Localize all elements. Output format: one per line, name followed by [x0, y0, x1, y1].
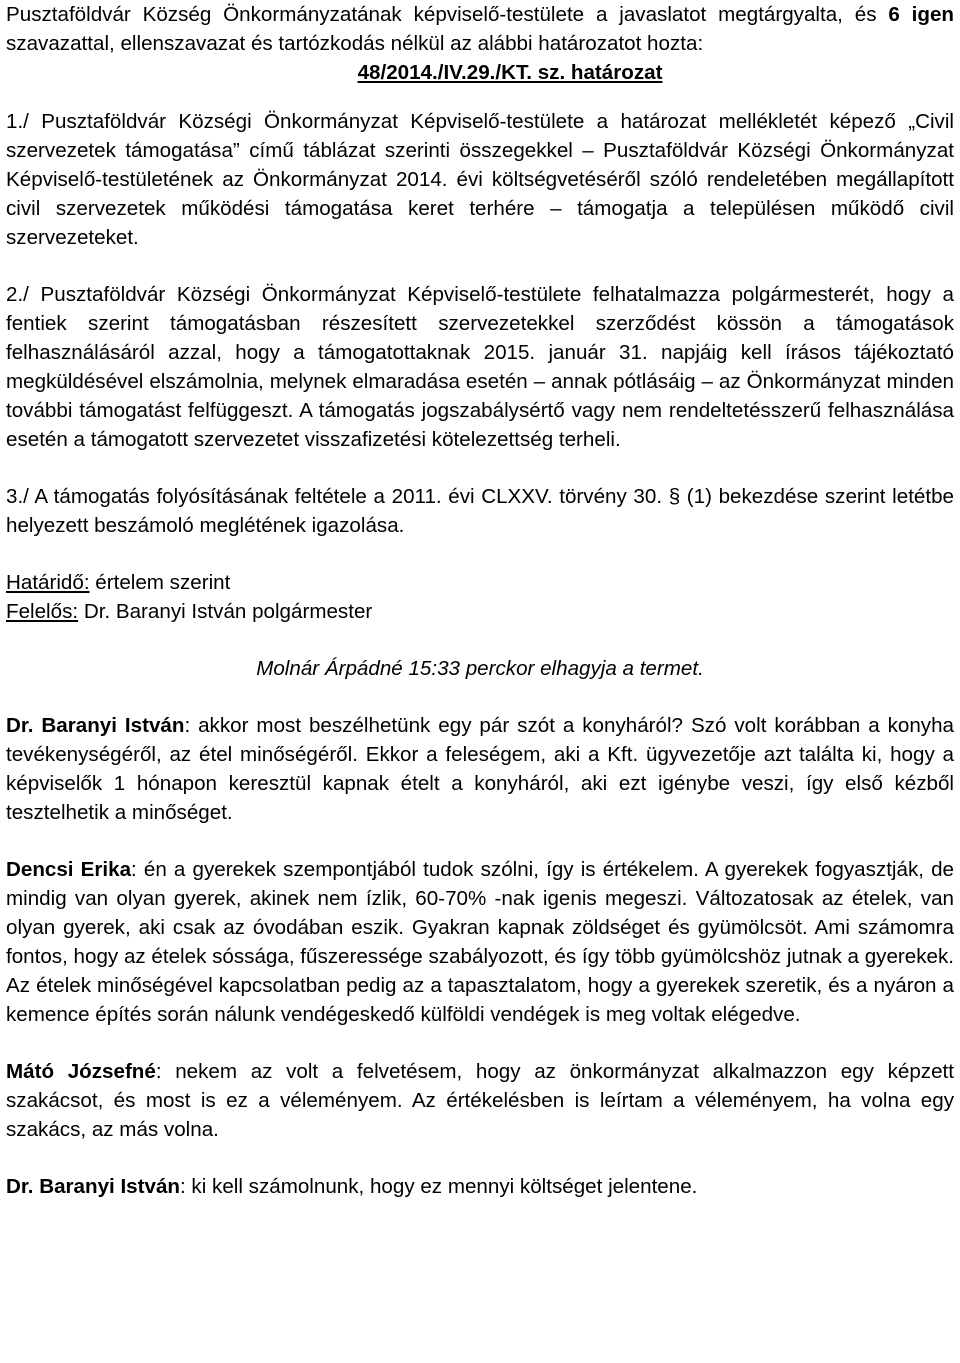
- departure-note: Molnár Árpádné 15:33 perckor elhagyja a termet.: [256, 657, 704, 680]
- resolution-number: 48/2014./IV.29./KT. sz. határozat: [357, 61, 663, 84]
- statement-speaker: Dencsi Erika: [6, 858, 132, 881]
- responsible-line: [6, 597, 954, 626]
- deadline-line: [6, 568, 954, 597]
- intro-text-post: szavazattal, ellenszavazat és tartózkodás nélkül az alábbi határozatot hozta:: [6, 32, 704, 55]
- resolution-point-1: 1./ Pusztaföldvár Községi Önkormányzat Képviselő-testülete a határozat mellékletét képező „Civil szervezetek támogatása” című táblázat szerinti összegekkel – Pusztaföldvár Községi Önkormányzat Képviselő-testületének az Önkormányzat 2014. évi költségvetéséről szóló rendeletében megállapított civil szervezetek működési támogatása keret terhére – támogatja a településen működő civil szervezeteket.: [6, 110, 954, 249]
- resolution-point-2: 2./ Pusztaföldvár Községi Önkormányzat Képviselő-testülete felhatalmazza polgármesterét, hogy a fentiek szerint támogatásban részesített szervezetekkel szerződést kössön a támogatások felhasználásáról azzal, hogy a támogatottaknak 2015. január 31. napjáig kell írásos tájékoztató megküldésével elszámolnia, melynek elmaradása esetén – annak pótlásáig – az Önkormányzat minden további támogatást felfüggeszt. A támogatás jogszabálysértő vagy nem rendeltetésszerű felhasználása esetén a támogatott szervezetet visszafizetési kötelezettség terheli.: [6, 283, 954, 451]
- deadline-label: Határidő:: [6, 571, 90, 594]
- intro-paragraph: [6, 0, 954, 58]
- statement-speaker: Dr. Baranyi István: [6, 714, 185, 737]
- statement-text: : én a gyerekek szempontjából tudok szólni, így is értékelem. A gyerekek fogyasztják, de mindig van olyan gyerek, akinek nem ízlik, 60-70% -nak igenis megeszi. Változatosak az ételek, van olyan gyerek, aki csak az óvodában eszik. Gyakran kapnak zöldséget és gyümölcsöt. Ami számomra fontos, hogy az ételek sóssága, fűszeressége szabályozott, és így több gyümölcshöz jutnak a gyerekek. Az ételek minőségével kapcsolatban pedig az a tapasztalatom, hogy a gyerekek szeretik, és a nyáron a kemence építés során nálunk vendégeskedő külföldi vendégek is meg voltak elégedve.: [6, 858, 954, 1026]
- resolution-point-3: 3./ A támogatás folyósításának feltétele a 2011. évi CLXXV. törvény 30. § (1) bekezdése szerint letétbe helyezett beszámoló meglétének igazolása.: [6, 485, 954, 537]
- responsible-value: Dr. Baranyi István polgármester: [78, 600, 373, 623]
- statement-text: : akkor most beszélhetünk egy pár szót a konyháról? Szó volt korábban a konyha tevékenységéről, az étel minőségéről. Ekkor a feleségem, aki a Kft. ügyvezetője azt találta ki, hogy a képviselők 1 hónapon keresztül kapnak ételt a konyháról, aki ezt igénybe veszi, így első kézből tesztelhetik a minőséget.: [6, 714, 954, 824]
- vote-count: 6 igen: [888, 3, 954, 26]
- statement-speaker: Dr. Baranyi István: [6, 1175, 180, 1198]
- statement-text: : ki kell számolnunk, hogy ez mennyi költséget jelentene.: [179, 1175, 698, 1198]
- statement-speaker: Mátó Józsefné: [6, 1060, 156, 1083]
- statement-4: [6, 1172, 954, 1201]
- statement-1: [6, 711, 954, 827]
- deadline-value: értelem szerint: [89, 571, 231, 594]
- statement-2: [6, 855, 954, 1029]
- intro-text-pre: Pusztaföldvár Község Önkormányzatának képviselő-testülete a javaslatot megtárgyalta, és: [6, 3, 889, 26]
- responsible-label: Felelős:: [6, 600, 79, 623]
- statement-text: : nekem az volt a felvetésem, hogy az önkormányzat alkalmazzon egy képzett szakácsot, és most is ez a véleményem. Az értékelésben is leírtam a véleményem, ha volna egy szakács, az más volna.: [6, 1060, 954, 1141]
- statement-3: [6, 1057, 954, 1144]
